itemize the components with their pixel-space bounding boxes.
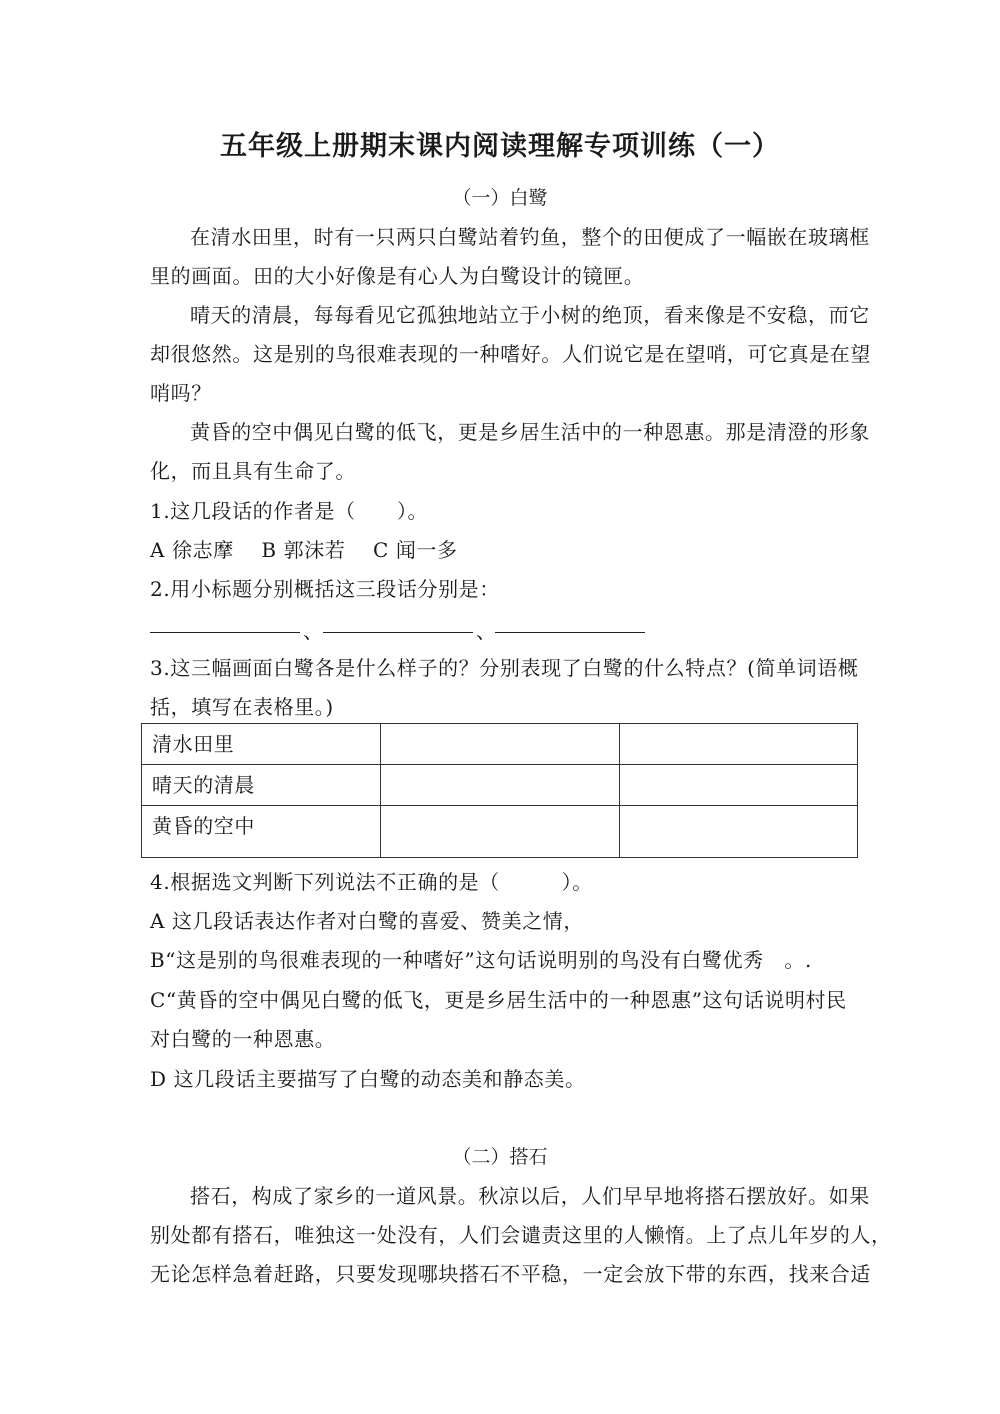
answer-blank-1[interactable] bbox=[150, 632, 300, 633]
question-4-option-a: A 这几段话表达作者对白鹭的喜爱、赞美之情， bbox=[150, 909, 585, 933]
question-4-option-c-line-1: C“黄昏的空中偶见白鹭的低飞，更是乡居生活中的一种恩惠”这句话说明村民 bbox=[150, 988, 847, 1012]
section-heading-bailu: （一）白鹭 bbox=[452, 187, 548, 209]
answer-blank-2[interactable] bbox=[323, 632, 473, 633]
passage-line: 里的画面。田的大小好像是有心人为白鹭设计的镜匣。 bbox=[150, 264, 645, 288]
blank-separator: 、 bbox=[303, 619, 323, 643]
table-cell-scene: 清水田里 bbox=[142, 724, 381, 765]
table-cell-appearance[interactable] bbox=[381, 806, 620, 858]
question-4-option-d: D 这几段话主要描写了白鹭的动态美和静态美。 bbox=[150, 1067, 586, 1091]
passage-line: 无论怎样急着赶路，只要发现哪块搭石不平稳，一定会放下带的东西，找来合适 bbox=[150, 1262, 871, 1286]
table-cell-scene: 晴天的清晨 bbox=[142, 765, 381, 806]
question-1-stem: 1.这几段话的作者是（ ）。 bbox=[150, 499, 429, 523]
table-row bbox=[142, 765, 858, 806]
question-2-stem: 2.用小标题分别概括这三段话分别是： bbox=[150, 577, 500, 601]
question-1-options: A 徐志摩 B 郭沫若 C 闻一多 bbox=[150, 538, 458, 562]
passage-line: 却很悠然。这是别的鸟很难表现的一种嗜好。人们说它是在望哨，可它真是在望 bbox=[150, 342, 871, 366]
table-row bbox=[142, 724, 858, 765]
passage-line: 哨吗？ bbox=[150, 381, 212, 405]
section-heading-dashi: （二）搭石 bbox=[452, 1146, 548, 1168]
question-4-stem: 4.根据选文判断下列说法不正确的是（ ）。 bbox=[150, 870, 593, 894]
passage-line: 在清水田里，时有一只两只白鹭站着钓鱼，整个的田便成了一幅嵌在玻璃框 bbox=[190, 225, 870, 249]
question-3-stem-line-2: 括，填写在表格里。) bbox=[150, 695, 334, 719]
question-4-option-c-line-2: 对白鹭的一种恩惠。 bbox=[150, 1027, 336, 1051]
question-4-option-b: B“这是别的鸟很难表现的一种嗜好”这句话说明别的鸟没有白鹭优秀 。. bbox=[150, 948, 812, 972]
table-cell-feature[interactable] bbox=[620, 765, 858, 806]
table-cell-appearance[interactable] bbox=[381, 724, 620, 765]
answer-blank-3[interactable] bbox=[495, 632, 645, 633]
passage-line: 搭石，构成了家乡的一道风景。秋凉以后，人们早早地将搭石摆放好。如果 bbox=[190, 1184, 870, 1208]
worksheet-title: 五年级上册期末课内阅读理解专项训练（一） bbox=[220, 131, 780, 162]
passage-line: 黄昏的空中偶见白鹭的低飞，更是乡居生活中的一种恩惠。那是清澄的形象 bbox=[190, 420, 870, 444]
passage-line: 晴天的清晨，每每看见它孤独地站立于小树的绝顶，看来像是不安稳，而它 bbox=[190, 303, 870, 327]
table-row bbox=[142, 806, 858, 858]
question-3-stem-line-1: 3.这三幅画面白鹭各是什么样子的？分别表现了白鹭的什么特点？(简单词语概 bbox=[150, 656, 859, 680]
blank-separator: 、 bbox=[476, 619, 496, 643]
passage-line: 化，而且具有生命了。 bbox=[150, 459, 356, 483]
passage-line: 别处都有搭石，唯独这一处没有，人们会谴责这里的人懒惰。上了点儿年岁的人， bbox=[150, 1223, 892, 1247]
table-cell-feature[interactable] bbox=[620, 806, 858, 858]
answer-table bbox=[141, 723, 858, 858]
table-cell-scene: 黄昏的空中 bbox=[142, 806, 381, 858]
table-cell-feature[interactable] bbox=[620, 724, 858, 765]
table-cell-appearance[interactable] bbox=[381, 765, 620, 806]
